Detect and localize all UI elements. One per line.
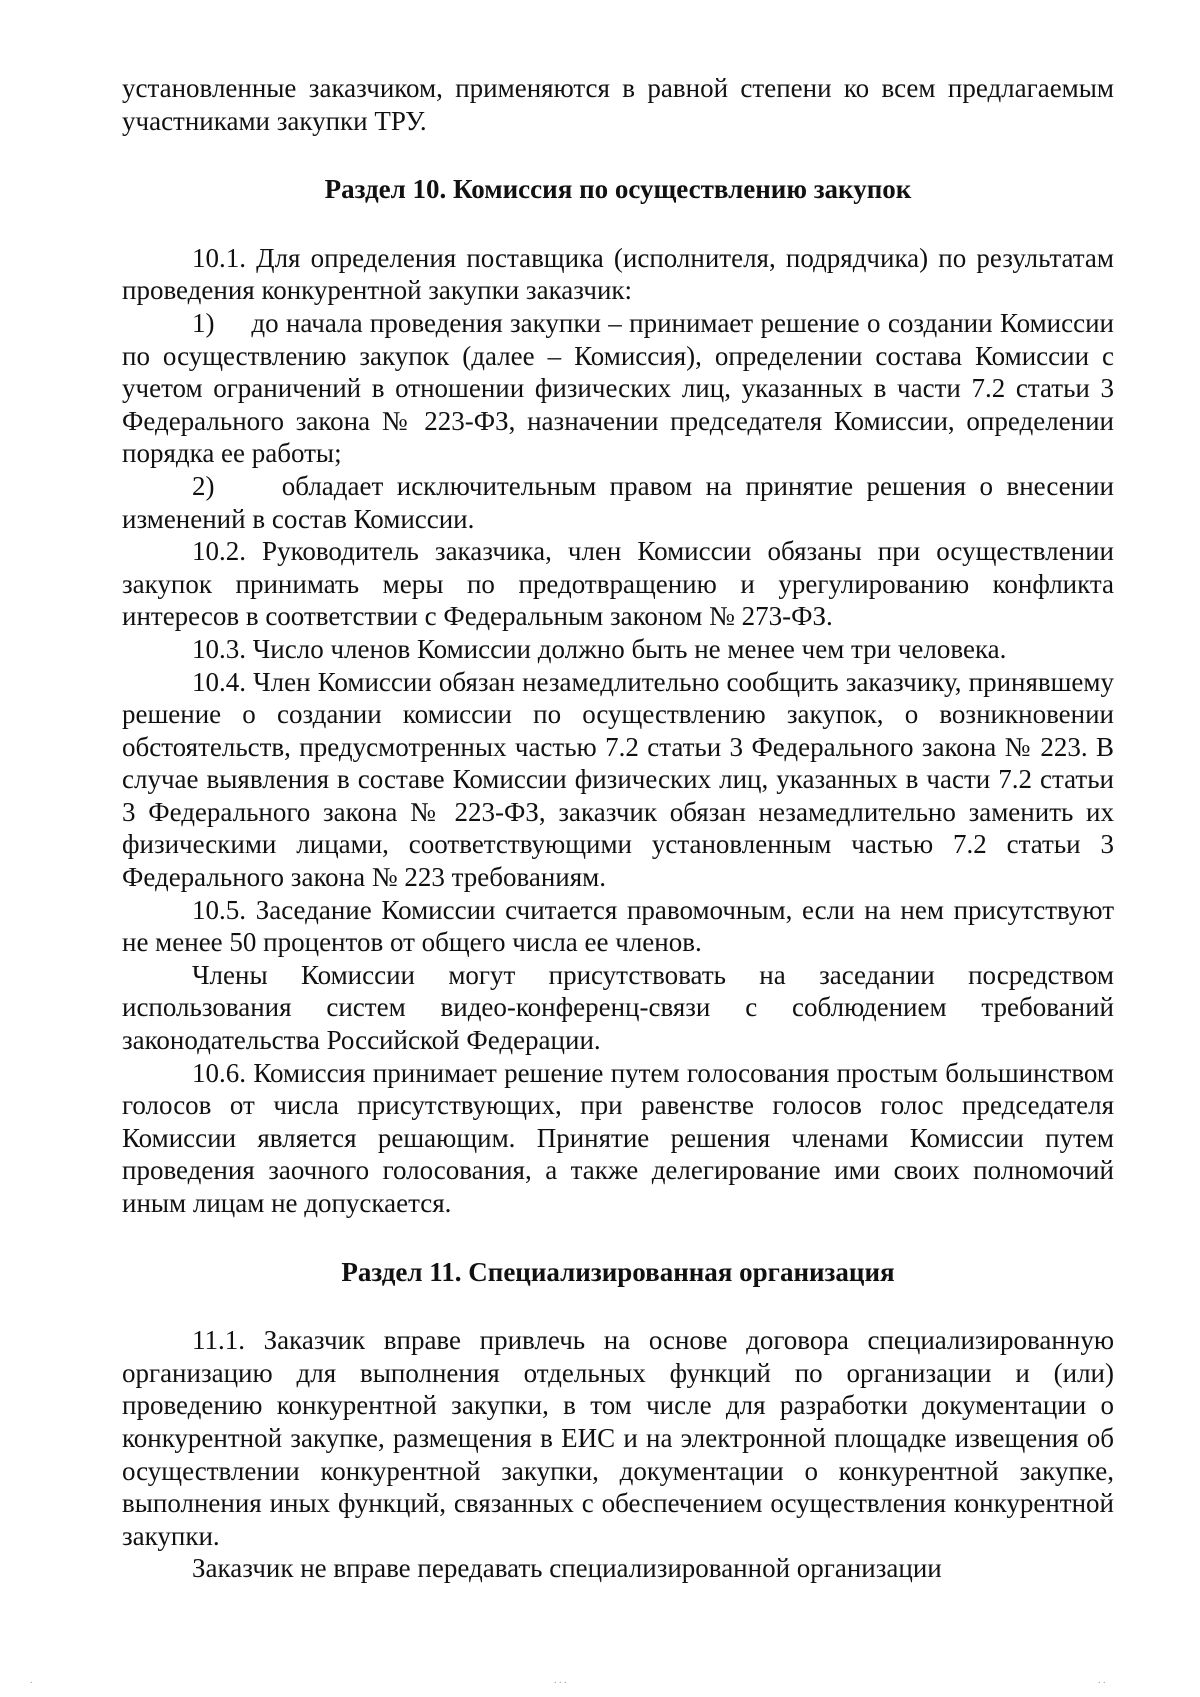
paragraph-10-2: 10.2. Руководитель заказчика, член Комиссии обязаны при осуществлении закупок принимать меры по предотвращению и урегулированию конфликта интересов в соответствии с Федеральным законом № 273-ФЗ. <box>122 536 1114 632</box>
scan-artifact-dot-left: . <box>30 1675 33 1686</box>
paragraph-10-5-continued: Члены Комиссии могут присутствовать на заседании посредством использования систем видео-конференц-связи с соблюдением требований законодательства Российской Федерации. <box>122 959 1114 1056</box>
scan-artifact-dots-right: . . <box>1098 1675 1106 1686</box>
paragraph-10-1: 10.1. Для определения поставщика (исполнителя, подрядчика) по результатам проведения конкурентной закупки заказчик: <box>122 242 1114 306</box>
section-10-title: Раздел 10. Комиссия по осуществлению закупок <box>324 174 912 205</box>
section-11-title: Раздел 11. Специализированная организация <box>341 1256 895 1287</box>
paragraph-11-1: 11.1. Заказчик вправе привлечь на основе договора специализированную организацию для выполнения отдельных функций по организации и (или) проведению конкурентной закупки, в том числе для разработки документации о конкурентной закупке, размещения в ЕИС и на электронной площадке извещения об осуществлении конкурентной закупки, документации о конкурентной закупке, выполнения иных функций, связанных с обеспечением осуществления конкурентной закупки. <box>122 1325 1114 1551</box>
paragraph-10-3: 10.3. Число членов Комиссии должно быть не менее чем три человека. <box>192 633 1007 664</box>
opening-paragraph: установленные заказчиком, применяются в равной степени ко всем предлагаемым участниками закупки ТРУ. <box>122 73 1114 136</box>
paragraph-10-1-item-1: 1) до начала проведения закупки – принимает решение о создании Комиссии по осуществлению закупок (далее – Комиссия), определении состава Комиссии с учетом ограничений в отношении физических лиц, указанных в части 7.2 статьи 3 Федерального закона № 223-ФЗ, назначении председателя Комиссии, определении порядка ее работы; <box>122 307 1114 469</box>
paragraph-11-1-continued: Заказчик не вправе передавать специализированной организации <box>192 1553 942 1584</box>
scan-artifact-dots: . . . <box>554 1675 567 1686</box>
paragraph-10-5: 10.5. Заседание Комиссии считается правомочным, если на нем присутствуют не менее 50 процентов от общего числа ее членов. <box>122 894 1114 958</box>
paragraph-10-6: 10.6. Комиссия принимает решение путем голосования простым большинством голосов от числа присутствующих, при равенстве голосов голос председателя Комиссии является решающим. Принятие решения членами Комиссии путем проведения заочного голосования, а также делегирование ими своих полномочий иным лицам не допускается. <box>122 1057 1114 1218</box>
paragraph-10-4: 10.4. Член Комиссии обязан незамедлительно сообщить заказчику, принявшему решение о создании комиссии по осуществлению закупок, о возникновении обстоятельств, предусмотренных частью 7.2 статьи 3 Федерального закона № 223. В случае выявления в составе Комиссии физических лиц, указанных в части 7.2 статьи 3 Федерального закона № 223-ФЗ, заказчик обязан незамедлительно заменить их физическими лицами, соответствующими установленным частью 7.2 статьи 3 Федерального закона № 223 требованиям. <box>122 666 1114 893</box>
paragraph-10-1-item-2: 2) обладает исключительным правом на принятие решения о внесении изменений в состав Комиссии. <box>122 470 1114 534</box>
document-body <box>122 72 1114 1585</box>
